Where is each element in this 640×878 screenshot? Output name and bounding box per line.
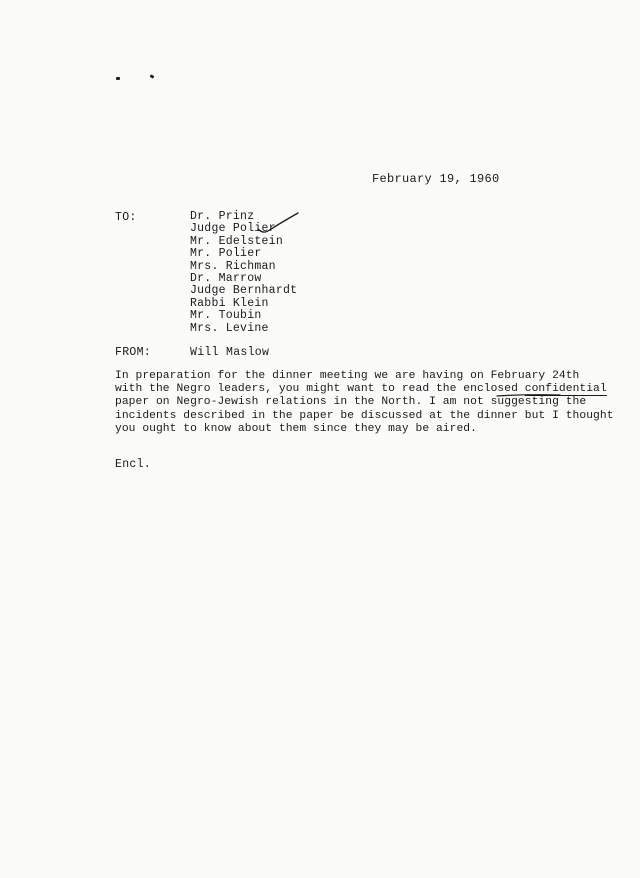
recipient-item: Judge Bernhardt	[190, 284, 298, 298]
body-line: paper on Negro-Jewish relations in the North. I am not suggesting the	[115, 396, 587, 409]
enclosure-note: Encl.	[115, 458, 152, 471]
recipient-item: Mrs. Levine	[190, 321, 269, 335]
memo-body	[115, 370, 614, 436]
body-line	[115, 383, 614, 396]
recipient-item: Mr. Toubin	[190, 309, 262, 323]
recipient-item: Mr. Edelstein	[190, 234, 283, 248]
confidential-emphasis: confidential	[524, 383, 607, 396]
ink-speck	[150, 74, 155, 79]
recipient-item: Mrs. Richman	[190, 259, 276, 273]
memo-date: February 19, 1960	[372, 172, 500, 186]
recipient-item: Dr. Marrow	[190, 271, 262, 285]
recipient-list	[190, 211, 297, 335]
body-line: In preparation for the dinner meeting we are having on February 24th	[115, 370, 580, 382]
recipient-item: Mr. Polier	[190, 247, 262, 261]
from-label: FROM:	[115, 346, 152, 359]
to-label: TO:	[115, 211, 137, 224]
body-line: incidents described in the paper be discussed at the dinner but I thought	[115, 409, 614, 422]
recipient-item: Dr. Prinz	[190, 210, 255, 223]
body-line-text: with the Negro leaders, you might want to read the enclosed	[115, 383, 525, 396]
body-line: you ought to know about them since they may be aired.	[115, 422, 477, 435]
recipient-item: Judge Polier	[190, 222, 276, 236]
ink-speck	[116, 77, 120, 80]
recipient-item: Rabbi Klein	[190, 296, 269, 310]
sender-name: Will Maslow	[190, 346, 270, 359]
